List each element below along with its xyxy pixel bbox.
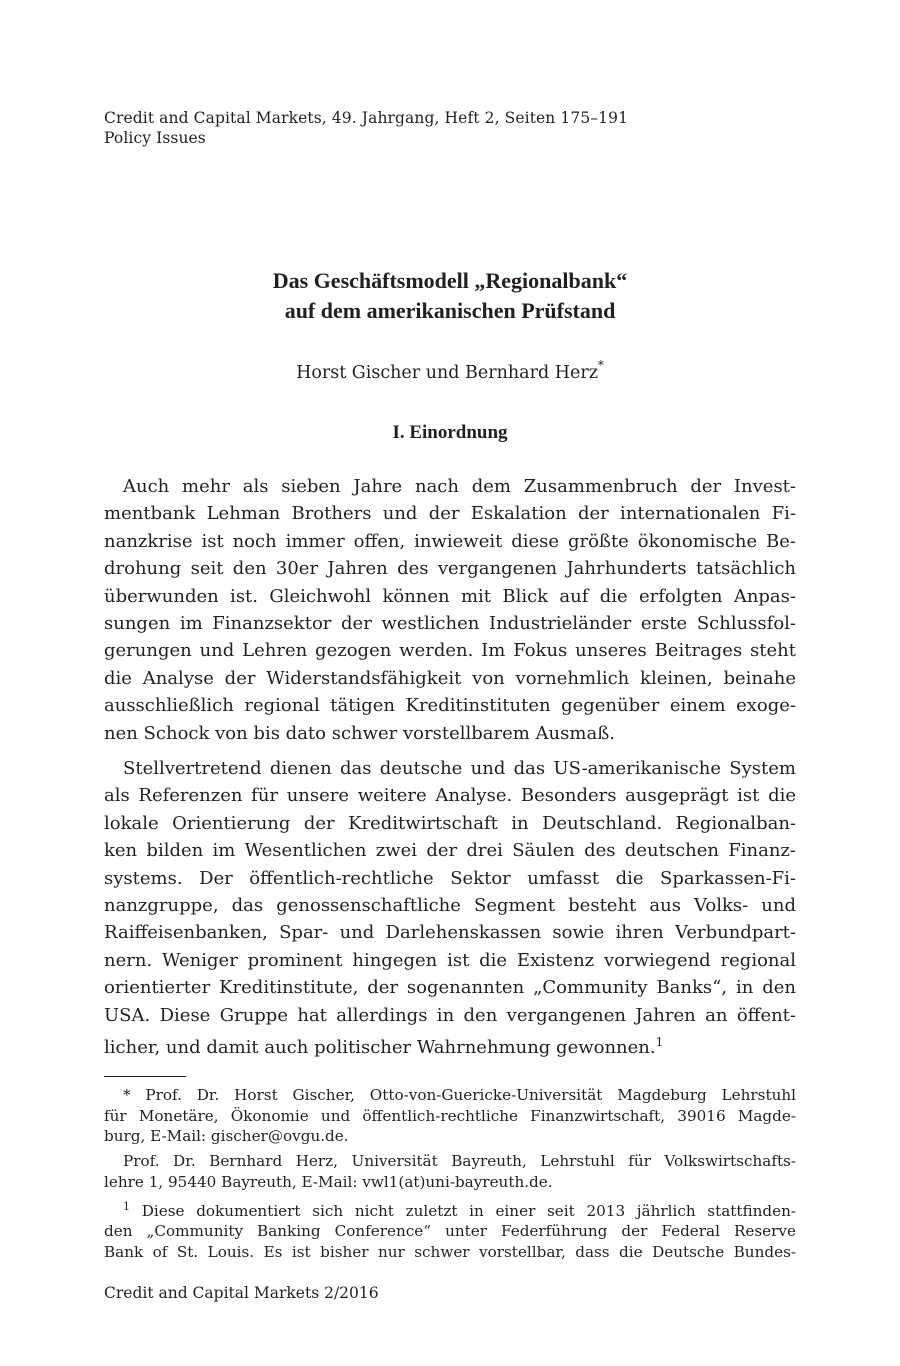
paragraph-line: mentbank Lehman Brothers und der Eskalation der internationalen Fi- — [104, 503, 796, 525]
footnote-line: burg, E-Mail: gischer@ovgu.de. — [104, 1127, 349, 1146]
footnote-line — [104, 1197, 796, 1222]
author-footnote-marker: * — [597, 358, 604, 372]
author-names: Horst Gischer und Bernhard Herz — [296, 362, 598, 383]
paragraph-line: Raiffeisenbanken, Spar- und Darlehenskassen sowie ihren Verbundpart- — [104, 922, 796, 944]
footnote-ref-1[interactable]: 1 — [655, 1035, 664, 1050]
running-header — [104, 108, 628, 148]
paragraph-line: nern. Weniger prominent hingegen ist die Existenz vorwiegend regional — [104, 949, 796, 971]
paragraph-line: sungen im Finanzsektor der westlichen Industrieländer erste Schlussfol- — [104, 613, 796, 635]
article-title-line-2: auf dem amerikanischen Prüfstand — [284, 298, 616, 323]
running-footer: Credit and Capital Markets 2/2016 — [104, 1284, 379, 1302]
paragraph-line: Auch mehr als sieben Jahre nach dem Zusammenbruch der Invest- — [123, 476, 796, 497]
paragraph-line: Stellvertretend dienen das deutsche und das US-amerikanische System — [123, 758, 796, 779]
footnote-line: für Monetäre, Ökonomie und öffentlich-rechtliche Finanzwirtschaft, 39016 Magde- — [104, 1106, 796, 1125]
paragraph-line: überwunden ist. Gleichwohl können mit Blick auf die erfolgten Anpas- — [104, 585, 796, 607]
paragraph-line: USA. Diese Gruppe hat allerdings in den vergangenen Jahren an öffent- — [104, 1004, 796, 1026]
paragraph-line: nanzgruppe, das genossenschaftliche Segment besteht aus Volks- und — [104, 895, 796, 917]
paragraph-line: gerungen und Lehren gezogen werden. Im Fokus unseres Beitrages steht — [104, 640, 796, 662]
author-line — [104, 354, 796, 386]
paragraph-line: ausschließlich regional tätigen Kreditinstituten gegenüber einem exoge- — [104, 695, 796, 717]
footnote-line: Bank of St. Louis. Es ist bisher nur schwer vorstellbar, dass die Deutsche Bundes- — [104, 1242, 796, 1261]
footnotes — [104, 1085, 796, 1263]
footnote-marker-1: 1 — [123, 1199, 130, 1213]
paragraph-line: nen Schock von bis dato schwer vorstellbarem Ausmaß. — [104, 722, 615, 744]
paragraph-line: drohung seit den 30er Jahren des vergangenen Jahrhunderts tatsächlich — [104, 558, 796, 580]
footnote-line: lehre 1, 95440 Bayreuth, E-Mail: vwl1(at)uni-bayreuth.de. — [104, 1172, 553, 1191]
paragraph-line: als Referenzen für unsere weitere Analyse. Besonders ausgeprägt ist die — [104, 785, 796, 807]
section-label: Policy Issues — [104, 129, 206, 147]
paragraph-line: nanzkrise ist noch immer offen, inwieweit diese größte ökonomische Be- — [104, 530, 796, 552]
paragraph-line — [104, 1029, 796, 1061]
paragraph-line: orientierter Kreditinstitute, der sogenannten „Community Banks“, in den — [104, 977, 796, 999]
paragraph-line: ken bilden im Wesentlichen zwei der drei Säulen des deutschen Finanz- — [104, 840, 796, 862]
footnote-text: Diese dokumentiert sich nicht zuletzt in einer seit 2013 jährlich stattfinden- — [130, 1201, 796, 1220]
footnote-line: * Prof. Dr. Horst Gischer, Otto-von-Guericke-Universität Magdeburg Lehrstuhl — [123, 1086, 796, 1104]
section-heading: I. Einordnung — [392, 422, 508, 443]
footnote-separator — [104, 1076, 186, 1077]
paragraph-line: die Analyse der Widerstandsfähigkeit von vornehmlich kleinen, beinahe — [104, 667, 796, 689]
footnote-line: den „Community Banking Conference“ unter Federführung der Federal Reserve — [104, 1222, 796, 1241]
paragraph-2 — [104, 755, 796, 1061]
paragraph-line: systems. Der öffentlich-rechtliche Sektor umfasst die Sparkassen-Fi- — [104, 867, 796, 889]
paragraph-1 — [104, 473, 796, 747]
paragraph-line: lokale Orientierung der Kreditwirtschaft in Deutschland. Regionalban- — [104, 812, 796, 834]
journal-citation: Credit and Capital Markets, 49. Jahrgang, Heft 2, Seiten 175–191 — [104, 109, 629, 127]
article-title-line-1: Das Geschäftsmodell „Regionalbank“ — [272, 268, 628, 293]
footnote-line: Prof. Dr. Bernhard Herz, Universität Bayreuth, Lehrstuhl für Volkswirtschafts- — [123, 1152, 796, 1171]
paragraph-line-text: licher, und damit auch politischer Wahrnehmung gewonnen. — [104, 1037, 656, 1059]
article-title — [104, 266, 796, 326]
